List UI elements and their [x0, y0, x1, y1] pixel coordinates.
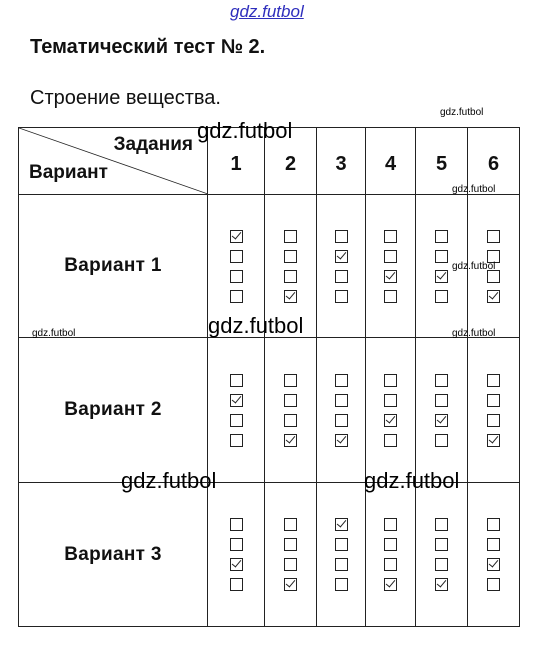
answer-cell — [317, 338, 366, 483]
checkbox[interactable] — [435, 558, 448, 571]
checkbox[interactable] — [335, 270, 348, 283]
watermark-small-header: gdz.futbol — [452, 184, 496, 195]
checkbox[interactable] — [435, 394, 448, 407]
variant-row — [19, 483, 520, 627]
checkbox[interactable] — [487, 518, 500, 531]
checkbox[interactable] — [284, 230, 297, 243]
checkbox[interactable] — [335, 538, 348, 551]
checkbox[interactable] — [230, 518, 243, 531]
watermark-bottom-right: gdz.futbol — [364, 468, 460, 493]
watermark-small-row1: gdz.futbol — [452, 261, 496, 272]
option-group — [284, 374, 297, 447]
checked-checkbox[interactable] — [435, 578, 448, 591]
option-group — [384, 374, 397, 447]
column-header: 5 — [416, 128, 468, 195]
answer-cell — [208, 338, 265, 483]
checked-checkbox[interactable] — [335, 518, 348, 531]
watermark-bottom-left: gdz.futbol — [121, 468, 217, 493]
checkbox[interactable] — [435, 434, 448, 447]
checkbox[interactable] — [487, 578, 500, 591]
answer-cell — [366, 338, 416, 483]
checkbox[interactable] — [435, 374, 448, 387]
variant-label: Вариант 1 — [19, 195, 208, 338]
checkbox[interactable] — [384, 230, 397, 243]
checked-checkbox[interactable] — [335, 434, 348, 447]
answer-cell — [317, 195, 366, 338]
checkbox[interactable] — [230, 270, 243, 283]
checkbox[interactable] — [487, 394, 500, 407]
checkbox[interactable] — [284, 250, 297, 263]
option-group — [335, 230, 348, 303]
checkbox[interactable] — [384, 538, 397, 551]
answer-cell — [468, 483, 520, 627]
answer-cell — [317, 483, 366, 627]
watermark-small-right: gdz.futbol — [452, 328, 496, 339]
checkbox[interactable] — [435, 518, 448, 531]
checkbox[interactable] — [230, 434, 243, 447]
checkbox[interactable] — [335, 558, 348, 571]
option-group — [284, 518, 297, 591]
checkbox[interactable] — [384, 250, 397, 263]
checkbox[interactable] — [435, 230, 448, 243]
option-group — [384, 230, 397, 303]
watermark-small-top: gdz.futbol — [440, 107, 484, 118]
checked-checkbox[interactable] — [284, 290, 297, 303]
answer-cell — [366, 195, 416, 338]
answers-table — [18, 127, 520, 627]
option-group — [384, 518, 397, 591]
checked-checkbox[interactable] — [384, 270, 397, 283]
checkbox[interactable] — [435, 538, 448, 551]
column-header: 3 — [317, 128, 366, 195]
checked-checkbox[interactable] — [230, 230, 243, 243]
checked-checkbox[interactable] — [230, 394, 243, 407]
variant-label: Вариант 2 — [19, 338, 208, 483]
checkbox[interactable] — [284, 394, 297, 407]
checkbox[interactable] — [335, 578, 348, 591]
checkbox[interactable] — [335, 230, 348, 243]
checkbox[interactable] — [230, 290, 243, 303]
checkbox[interactable] — [335, 414, 348, 427]
checked-checkbox[interactable] — [384, 578, 397, 591]
column-header: 1 — [208, 128, 265, 195]
checked-checkbox[interactable] — [230, 558, 243, 571]
checked-checkbox[interactable] — [284, 434, 297, 447]
answer-cell — [416, 483, 468, 627]
checked-checkbox[interactable] — [435, 270, 448, 283]
corner-label-tasks: Задания — [113, 134, 193, 155]
checked-checkbox[interactable] — [335, 250, 348, 263]
checkbox[interactable] — [435, 290, 448, 303]
answer-cell — [265, 338, 317, 483]
option-group — [335, 374, 348, 447]
checkbox[interactable] — [384, 434, 397, 447]
checkbox[interactable] — [435, 250, 448, 263]
answer-cell — [468, 338, 520, 483]
checkbox[interactable] — [230, 414, 243, 427]
checked-checkbox[interactable] — [487, 558, 500, 571]
option-group — [284, 230, 297, 303]
watermark-mid: gdz.futbol — [208, 313, 304, 338]
option-group — [230, 374, 243, 447]
answer-cell — [265, 483, 317, 627]
variant-label: Вариант 3 — [19, 483, 208, 627]
checked-checkbox[interactable] — [487, 434, 500, 447]
column-header: 6 — [468, 128, 520, 195]
corner-label-variant: Вариант — [29, 162, 108, 183]
checkbox[interactable] — [335, 374, 348, 387]
option-group — [230, 230, 243, 303]
checkbox[interactable] — [487, 538, 500, 551]
checkbox[interactable] — [284, 270, 297, 283]
checkbox[interactable] — [230, 578, 243, 591]
checked-checkbox[interactable] — [284, 578, 297, 591]
option-group — [487, 518, 500, 591]
checkbox[interactable] — [384, 394, 397, 407]
checkbox[interactable] — [335, 290, 348, 303]
variant-row — [19, 338, 520, 483]
checkbox[interactable] — [335, 394, 348, 407]
column-header: 4 — [366, 128, 416, 195]
watermark-header: gdz.futbol — [197, 118, 293, 143]
option-group — [435, 374, 448, 447]
checkbox[interactable] — [230, 374, 243, 387]
checkbox[interactable] — [487, 230, 500, 243]
option-group — [435, 518, 448, 591]
checked-checkbox[interactable] — [384, 414, 397, 427]
answer-cell — [366, 483, 416, 627]
checkbox[interactable] — [384, 518, 397, 531]
checkbox[interactable] — [384, 290, 397, 303]
checkbox[interactable] — [230, 538, 243, 551]
checkbox[interactable] — [284, 518, 297, 531]
answer-cell — [416, 338, 468, 483]
checkbox[interactable] — [284, 414, 297, 427]
checkbox[interactable] — [284, 538, 297, 551]
option-group — [335, 518, 348, 591]
checked-checkbox[interactable] — [435, 414, 448, 427]
watermark-top[interactable]: gdz.futbol — [230, 2, 304, 21]
column-header: 2 — [265, 128, 317, 195]
checked-checkbox[interactable] — [487, 290, 500, 303]
page-subtitle: Строение вещества. — [30, 87, 221, 109]
option-group — [230, 518, 243, 591]
checkbox[interactable] — [230, 250, 243, 263]
answer-cell — [208, 483, 265, 627]
checkbox[interactable] — [284, 558, 297, 571]
checkbox[interactable] — [384, 558, 397, 571]
option-group — [435, 230, 448, 303]
checkbox[interactable] — [487, 414, 500, 427]
watermark-small-left: gdz.futbol — [32, 328, 76, 339]
corner-cell — [19, 128, 208, 195]
page-title: Тематический тест № 2. — [30, 36, 266, 58]
checkbox[interactable] — [487, 374, 500, 387]
checkbox[interactable] — [284, 374, 297, 387]
checkbox[interactable] — [384, 374, 397, 387]
option-group — [487, 374, 500, 447]
